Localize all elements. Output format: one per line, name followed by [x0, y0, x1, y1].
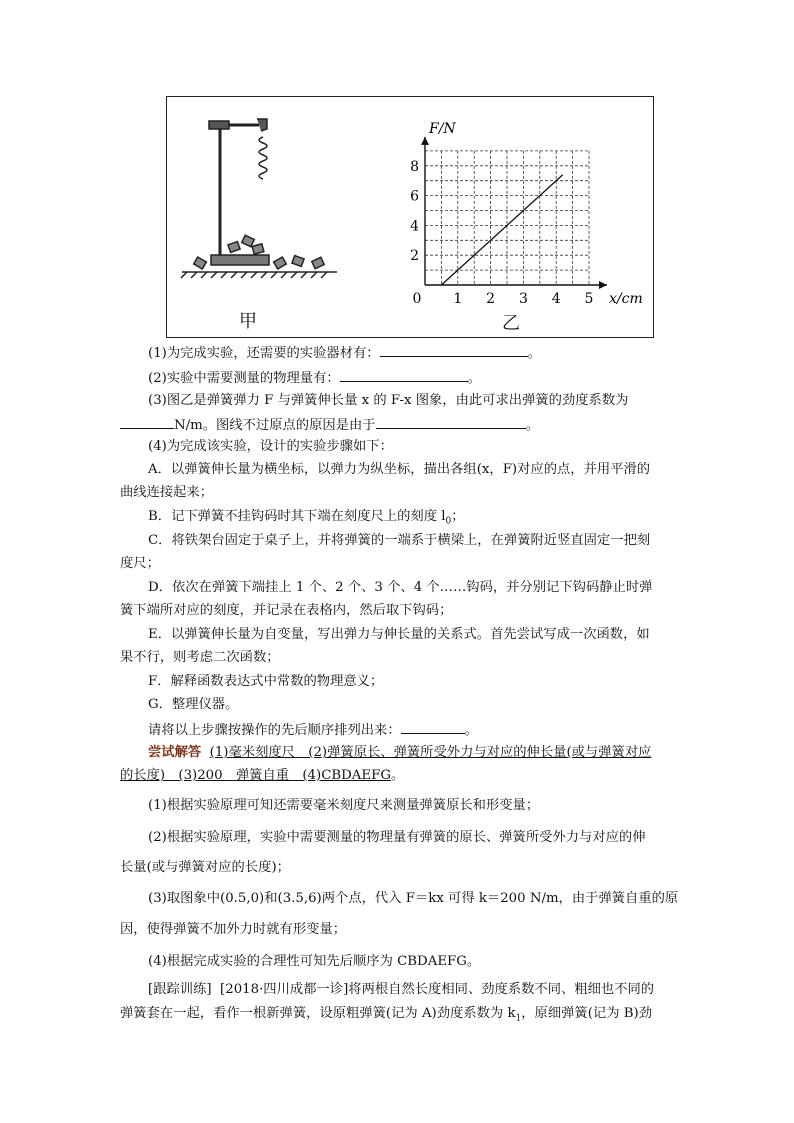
explanation-3b: 因，使得弹簧不加外力时就有形变量；: [120, 922, 347, 937]
explanation-3a: (3)取图象中(0.5,0)和(3.5,6)两个点，代入 F＝kx 可得 k＝200 N/m，由于弹簧自重的原: [148, 891, 679, 906]
x-tick-label: 1: [453, 291, 463, 307]
x-tick-label: 5: [584, 291, 594, 307]
answer-blank-2[interactable]: [340, 367, 468, 382]
explanation-2a: (2)根据实验原理，实验中需要测量的物理量有弹簧的原长、弹簧所受外力与对应的伸: [148, 830, 646, 845]
step-a-line2: 曲线连接起来；: [120, 485, 214, 500]
y-tick-label: 8: [410, 158, 419, 175]
step-b-subscript: 0: [445, 516, 452, 527]
question-1: (1)为完成实验，还需要的实验器材有： 。: [148, 342, 708, 364]
followup-subscript: 1: [515, 1013, 522, 1024]
followup-text-2b: ，原细弹簧(记为 B)劲: [521, 1006, 652, 1021]
question-3-line2: N/m。图线不过原点的原因是由于 。: [120, 414, 680, 436]
answer-end: 。: [390, 768, 405, 783]
answer-line1: [148, 743, 708, 763]
followup-line2: [120, 1004, 680, 1029]
y-axis-label: F/N: [429, 120, 456, 137]
caption-left: 甲: [239, 311, 257, 332]
y-tick-label: 4: [410, 218, 419, 235]
order-question-text: 请将以上步骤按操作的先后顺序排列出来：: [148, 723, 401, 738]
answer-blank-3b[interactable]: [376, 414, 526, 429]
question-3-line1: (3)图乙是弹簧弹力 F 与弹簧伸长量 x 的 F-x 图象，由此可求出弹簧的劲度系数为: [148, 393, 629, 408]
question-3-text-b: N/m。图线不过原点的原因是由于: [174, 418, 376, 433]
step-b-end: ；: [451, 509, 465, 524]
step-b: [148, 507, 708, 532]
caption-right: 乙: [502, 313, 520, 334]
question-2: (2)实验中需要测量的物理量有： 。: [148, 367, 708, 389]
step-c-line2: 度尺；: [120, 556, 160, 571]
step-b-text: B．记下弹簧不挂钩码时其下端在刻度尺上的刻度 l: [148, 509, 446, 524]
followup-line1: [148, 980, 708, 1000]
step-g: G．整理仪器。: [148, 697, 239, 712]
order-question: 请将以上步骤按操作的先后顺序排列出来： 。: [148, 719, 708, 741]
origin-label: 0: [412, 291, 422, 307]
answer-blank-order[interactable]: [401, 719, 465, 734]
x-tick-label: 4: [551, 291, 561, 307]
iron-stand-illustration: [181, 119, 337, 278]
explanation-2b: 长量(或与弹簧对应的长度)；: [120, 860, 290, 875]
question-2-text: (2)实验中需要测量的物理量有：: [148, 371, 340, 386]
step-c-line1: C．将铁架台固定于桌子上，并将弹簧的一端系于横梁上，在弹簧附近竖直固定一把刻: [148, 533, 651, 548]
explanation-4: (4)根据完成实验的合理性可知先后顺序为 CBDAEFG。: [148, 954, 481, 969]
step-d-line1: D．依次在弹簧下端挂上 1 个、2 个、3 个、4 个……钩码，并分别记下钩码静止时弹: [148, 580, 653, 595]
x-axis-label: x/cm: [609, 291, 643, 307]
followup-text-2a: 弹簧套在一起，看作一根新弹簧，设原粗弹簧(记为 A)劲度系数为 k: [120, 1006, 516, 1021]
figure-svg: [167, 97, 655, 339]
step-f: F．解释函数表达式中常数的物理意义；: [148, 674, 384, 689]
explanation-1: (1)根据实验原理可知还需要毫米刻度尺来测量弹簧原长和形变量；: [148, 798, 540, 813]
answer-line2: [120, 766, 680, 786]
step-d-line2: 簧下端所对应的刻度，并记录在表格内，然后取下钩码；: [120, 603, 453, 618]
answer-text-2: 的长度) (3)200 弹簧自重 (4)CBDAEFG: [120, 768, 391, 783]
answer-text-1: (1)毫米刻度尺 (2)弹簧原长、弹簧所受外力与对应的伸长量(或与弹簧对应: [209, 745, 652, 760]
step-e-line1: E．以弹簧伸长量为自变量，写出弹力与伸长量的关系式。首先尝试写成一次函数，如: [148, 627, 650, 642]
answer-blank-1[interactable]: [380, 342, 528, 357]
y-tick-label: 2: [410, 248, 419, 265]
series-line: [441, 175, 562, 285]
x-tick-label: 3: [518, 291, 528, 307]
y-tick-label: 6: [410, 188, 419, 205]
step-e-line2: 果不行，则考虑二次函数；: [120, 650, 280, 665]
figure-box: [166, 96, 654, 338]
followup-text-1: [2018·四川成都一诊]将两根自然长度相同、劲度系数不同、粗细也不同的: [220, 982, 655, 997]
question-4: (4)为完成该实验，设计的实验步骤如下：: [148, 439, 393, 454]
y-axis-arrow: [421, 137, 429, 145]
question-1-text: (1)为完成实验，还需要的实验器材有：: [148, 346, 380, 361]
f-x-chart: [410, 121, 643, 307]
answer-blank-3a[interactable]: [120, 414, 174, 429]
followup-tag: [跟踪训练]: [148, 982, 212, 997]
x-tick-label: 2: [486, 291, 496, 307]
x-axis-arrow: [599, 281, 607, 289]
step-a-line1: A．以弹簧伸长量为横坐标，以弹力为纵坐标，描出各组(x，F)对应的点，并用平滑的: [148, 462, 651, 477]
answer-tag: 尝试解答: [148, 745, 202, 760]
